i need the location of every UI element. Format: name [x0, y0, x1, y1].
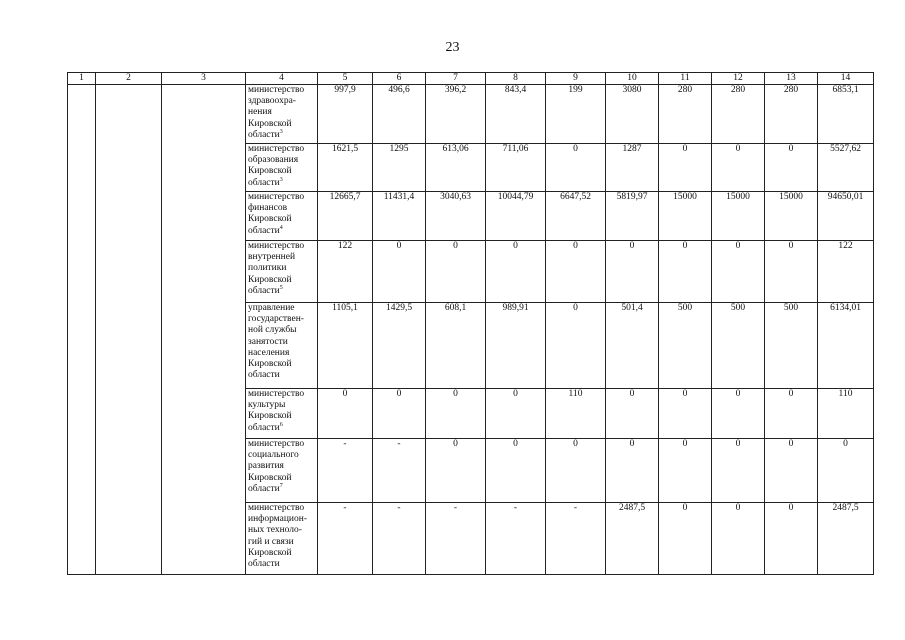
column-header-1: 1 — [68, 73, 96, 85]
column-header-13: 13 — [765, 73, 818, 85]
value-cell-col-9: - — [546, 503, 606, 575]
organization-name-line: Кировской — [248, 411, 292, 422]
value-cell-col-7: 0 — [426, 241, 486, 303]
value-cell-col-14: 0 — [818, 439, 874, 503]
organization-name-line: области — [248, 422, 280, 433]
organization-name-line: Кировской — [248, 472, 292, 483]
organization-name-line: министерство — [248, 503, 305, 513]
value-cell-col-7: 0 — [426, 439, 486, 503]
organization-name-cell — [246, 192, 318, 241]
value-cell-col-6: 496,6 — [373, 85, 426, 144]
value-cell-col-7: 613,06 — [426, 144, 486, 192]
value-cell-col-8: 0 — [486, 389, 546, 439]
value-cell-col-9: 6647,52 — [546, 192, 606, 241]
value-cell-col-6: 0 — [373, 241, 426, 303]
organization-name-line: министерство — [248, 85, 305, 95]
value-cell-col-14: 110 — [818, 389, 874, 439]
organization-name-line: политики — [248, 263, 287, 274]
organization-name-line: государствен- — [248, 314, 304, 325]
organization-name-line: Кировской — [248, 547, 292, 558]
value-cell-col-8: 989,91 — [486, 303, 546, 389]
organization-name-line: Кировской — [248, 214, 292, 225]
value-cell-col-5: 1105,1 — [318, 303, 373, 389]
page-number: 23 — [445, 40, 460, 55]
value-cell-col-13: 0 — [765, 439, 818, 503]
value-cell-col-8: 0 — [486, 439, 546, 503]
merged-empty-cell-col-3 — [162, 85, 246, 575]
merged-empty-cell-col-1 — [68, 85, 96, 575]
value-cell-col-9: 0 — [546, 241, 606, 303]
column-header-11: 11 — [659, 73, 712, 85]
footnote-marker: 7 — [279, 482, 283, 489]
organization-name-line: области — [248, 483, 280, 494]
organization-name-line: финансов — [248, 203, 288, 214]
value-cell-col-7: 3040,63 — [426, 192, 486, 241]
organization-name-line: населения — [248, 347, 290, 358]
value-cell-col-11: 0 — [659, 144, 712, 192]
column-header-10: 10 — [606, 73, 659, 85]
organization-name-cell — [246, 389, 318, 439]
column-header-5: 5 — [318, 73, 373, 85]
value-cell-col-12: 500 — [712, 303, 765, 389]
value-cell-col-9: 0 — [546, 144, 606, 192]
value-cell-col-12: 15000 — [712, 192, 765, 241]
value-cell-col-7: - — [426, 503, 486, 575]
value-cell-col-10: 501,4 — [606, 303, 659, 389]
value-cell-col-5: 122 — [318, 241, 373, 303]
value-cell-col-10: 0 — [606, 241, 659, 303]
value-cell-col-13: 0 — [765, 389, 818, 439]
value-cell-col-5: 0 — [318, 389, 373, 439]
value-cell-col-13: 0 — [765, 503, 818, 575]
column-header-8: 8 — [486, 73, 546, 85]
value-cell-col-10: 2487,5 — [606, 503, 659, 575]
value-cell-col-13: 500 — [765, 303, 818, 389]
value-cell-col-6: 1295 — [373, 144, 426, 192]
value-cell-col-11: 500 — [659, 303, 712, 389]
value-cell-col-6: - — [373, 439, 426, 503]
organization-name-line: области — [248, 559, 280, 570]
value-cell-col-10: 3080 — [606, 85, 659, 144]
value-cell-col-14: 6134,01 — [818, 303, 874, 389]
value-cell-col-14: 6853,1 — [818, 85, 874, 144]
organization-name-line: Кировской — [248, 118, 292, 129]
organization-name-line: министерство — [248, 389, 305, 399]
value-cell-col-14: 122 — [818, 241, 874, 303]
column-header-3: 3 — [162, 73, 246, 85]
value-cell-col-12: 0 — [712, 389, 765, 439]
column-header-14: 14 — [818, 73, 874, 85]
column-header-7: 7 — [426, 73, 486, 85]
value-cell-col-6: 1429,5 — [373, 303, 426, 389]
merged-empty-cell-col-2 — [96, 85, 162, 575]
organization-name-line: гий и связи — [248, 536, 294, 547]
organization-name-cell — [246, 241, 318, 303]
organization-name-line: внутренней — [248, 252, 296, 263]
value-cell-col-11: 0 — [659, 389, 712, 439]
header-row — [68, 73, 874, 85]
value-cell-col-8: 0 — [486, 241, 546, 303]
value-cell-col-5: 1621,5 — [318, 144, 373, 192]
footnote-marker: 5 — [279, 284, 283, 291]
organization-name-line: нения — [248, 107, 272, 118]
value-cell-col-11: 280 — [659, 85, 712, 144]
value-cell-col-6: - — [373, 503, 426, 575]
footnote-marker: 6 — [279, 421, 283, 428]
organization-name-line: министерство — [248, 439, 305, 449]
value-cell-col-8: 711,06 — [486, 144, 546, 192]
value-cell-col-5: 997,9 — [318, 85, 373, 144]
value-cell-col-6: 11431,4 — [373, 192, 426, 241]
table-row — [68, 85, 874, 144]
organization-name-line: министерство — [248, 192, 305, 202]
organization-name-line: Кировской — [248, 274, 292, 285]
value-cell-col-9: 199 — [546, 85, 606, 144]
column-header-4: 4 — [246, 73, 318, 85]
organization-name-line: области — [248, 177, 280, 188]
footnote-marker: 4 — [279, 224, 283, 231]
value-cell-col-9: 110 — [546, 389, 606, 439]
value-cell-col-14: 2487,5 — [818, 503, 874, 575]
budget-table — [67, 72, 874, 575]
column-header-9: 9 — [546, 73, 606, 85]
organization-name-line: министерство — [248, 241, 305, 251]
organization-name-line: Кировской — [248, 359, 292, 370]
value-cell-col-11: 0 — [659, 241, 712, 303]
organization-name-cell — [246, 85, 318, 144]
organization-name-line: области — [248, 285, 280, 296]
value-cell-col-10: 5819,97 — [606, 192, 659, 241]
column-header-6: 6 — [373, 73, 426, 85]
value-cell-col-14: 94650,01 — [818, 192, 874, 241]
organization-name-line: культуры — [248, 400, 286, 411]
column-header-12: 12 — [712, 73, 765, 85]
organization-name-cell — [246, 303, 318, 389]
value-cell-col-11: 15000 — [659, 192, 712, 241]
value-cell-col-9: 0 — [546, 303, 606, 389]
organization-name-line: области — [248, 370, 280, 381]
value-cell-col-12: 0 — [712, 144, 765, 192]
organization-name-line: управление — [248, 303, 295, 313]
value-cell-col-13: 15000 — [765, 192, 818, 241]
value-cell-col-11: 0 — [659, 439, 712, 503]
value-cell-col-7: 396,2 — [426, 85, 486, 144]
value-cell-col-5: 12665,7 — [318, 192, 373, 241]
value-cell-col-10: 0 — [606, 439, 659, 503]
value-cell-col-14: 5527,62 — [818, 144, 874, 192]
organization-name-line: ных техноло- — [248, 525, 302, 536]
organization-name-line: информацион- — [248, 514, 308, 525]
organization-name-line: здравоохра- — [248, 96, 296, 107]
value-cell-col-11: 0 — [659, 503, 712, 575]
organization-name-cell — [246, 144, 318, 192]
value-cell-col-12: 0 — [712, 439, 765, 503]
value-cell-col-12: 280 — [712, 85, 765, 144]
organization-name-line: образования — [248, 155, 299, 166]
footnote-marker: 3 — [279, 128, 283, 135]
organization-name-line: области — [248, 129, 280, 140]
value-cell-col-7: 608,1 — [426, 303, 486, 389]
value-cell-col-8: 843,4 — [486, 85, 546, 144]
value-cell-col-7: 0 — [426, 389, 486, 439]
organization-name-cell — [246, 439, 318, 503]
value-cell-col-12: 0 — [712, 503, 765, 575]
value-cell-col-13: 0 — [765, 144, 818, 192]
value-cell-col-10: 1287 — [606, 144, 659, 192]
table-body — [68, 85, 874, 575]
value-cell-col-13: 0 — [765, 241, 818, 303]
column-header-2: 2 — [96, 73, 162, 85]
organization-name-line: социального — [248, 450, 299, 461]
organization-name-line: ной службы — [248, 325, 297, 336]
value-cell-col-12: 0 — [712, 241, 765, 303]
value-cell-col-6: 0 — [373, 389, 426, 439]
organization-name-cell — [246, 503, 318, 575]
value-cell-col-13: 280 — [765, 85, 818, 144]
value-cell-col-8: 10044,79 — [486, 192, 546, 241]
organization-name-line: области — [248, 225, 280, 236]
value-cell-col-9: 0 — [546, 439, 606, 503]
value-cell-col-10: 0 — [606, 389, 659, 439]
organization-name-line: министерство — [248, 144, 305, 154]
organization-name-line: развития — [248, 461, 284, 472]
organization-name-line: занятости — [248, 336, 288, 347]
footnote-marker: 3 — [279, 176, 283, 183]
value-cell-col-5: - — [318, 439, 373, 503]
value-cell-col-5: - — [318, 503, 373, 575]
organization-name-line: Кировской — [248, 166, 292, 177]
value-cell-col-8: - — [486, 503, 546, 575]
